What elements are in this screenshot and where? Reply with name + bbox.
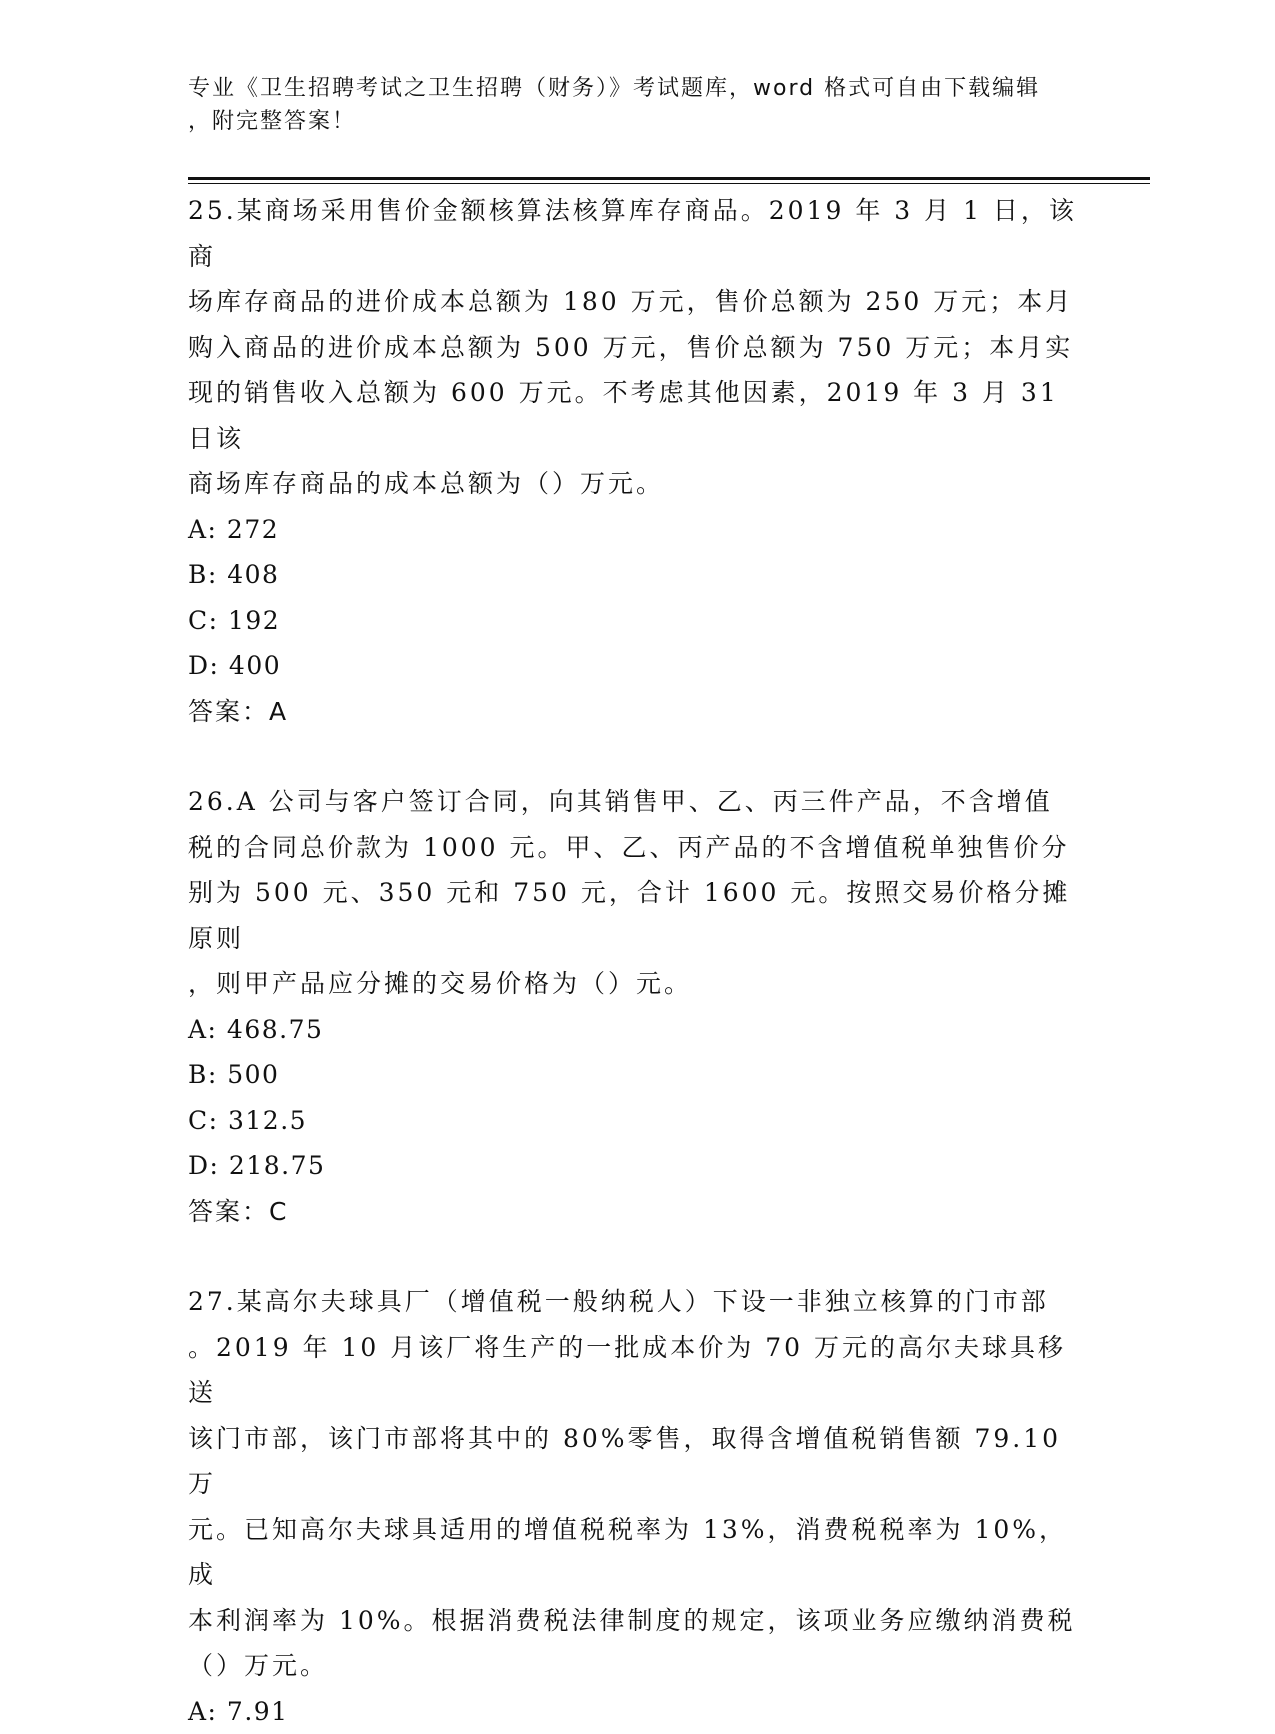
question-stem <box>188 188 1088 507</box>
stem-line: 27.某高尔夫球具厂（增值税一般纳税人）下设一非独立核算的门市部 <box>188 1279 1088 1325</box>
question-25 <box>188 188 1088 734</box>
stem-line: 25.某商场采用售价金额核算法核算库存商品。2019 年 3 月 1 日，该商 <box>188 188 1088 279</box>
answer-line: 答案：C <box>188 1189 1088 1235</box>
question-27 <box>188 1279 1088 1734</box>
option-a: A: 7.91 <box>188 1689 1088 1734</box>
option-a: A: 468.75 <box>188 1007 1088 1053</box>
stem-line: 商场库存商品的成本总额为（）万元。 <box>188 461 1088 507</box>
stem-line: 。2019 年 10 月该厂将生产的一批成本价为 70 万元的高尔夫球具移送 <box>188 1325 1088 1416</box>
stem-line: 现的销售收入总额为 600 万元。不考虑其他因素，2019 年 3 月 31 日该 <box>188 370 1088 461</box>
stem-line: 税的合同总价款为 1000 元。甲、乙、丙产品的不含增值税单独售价分 <box>188 825 1088 871</box>
question-spacer <box>188 1234 1088 1279</box>
stem-line: 场库存商品的进价成本总额为 180 万元，售价总额为 250 万元；本月 <box>188 279 1088 325</box>
stem-line: 元。已知高尔夫球具适用的增值税税率为 13%，消费税税率为 10%，成 <box>188 1507 1088 1598</box>
question-stem <box>188 1279 1088 1689</box>
stem-line: 26.A 公司与客户签订合同，向其销售甲、乙、丙三件产品，不含增值 <box>188 779 1088 825</box>
option-c: C: 192 <box>188 598 1088 644</box>
answer-line: 答案：A <box>188 689 1088 735</box>
option-c: C: 312.5 <box>188 1098 1088 1144</box>
stem-line: ，则甲产品应分摊的交易价格为（）元。 <box>188 961 1088 1007</box>
stem-line: 该门市部，该门市部将其中的 80%零售，取得含增值税销售额 79.10 万 <box>188 1416 1088 1507</box>
option-b: B: 500 <box>188 1052 1088 1098</box>
question-spacer <box>188 734 1088 779</box>
header-line-1: 专业《卫生招聘考试之卫生招聘（财务）》考试题库，word 格式可自由下载编辑 <box>188 72 1068 105</box>
option-b: B: 408 <box>188 552 1088 598</box>
stem-line: 本利润率为 10%。根据消费税法律制度的规定，该项业务应缴纳消费税 <box>188 1598 1088 1644</box>
stem-line: 别为 500 元、350 元和 750 元，合计 1600 元。按照交易价格分摊原则 <box>188 870 1088 961</box>
option-a: A: 272 <box>188 507 1088 553</box>
header-divider-thick <box>188 177 1150 180</box>
stem-line: （）万元。 <box>188 1643 1088 1689</box>
option-d: D: 218.75 <box>188 1143 1088 1189</box>
stem-line: 购入商品的进价成本总额为 500 万元，售价总额为 750 万元；本月实 <box>188 325 1088 371</box>
header-divider-thin <box>188 183 1150 184</box>
question-stem <box>188 779 1088 1007</box>
question-list <box>188 188 1088 1734</box>
option-d: D: 400 <box>188 643 1088 689</box>
question-26 <box>188 779 1088 1234</box>
header-line-2: ，附完整答案！ <box>188 105 1068 138</box>
document-header <box>188 72 1068 138</box>
